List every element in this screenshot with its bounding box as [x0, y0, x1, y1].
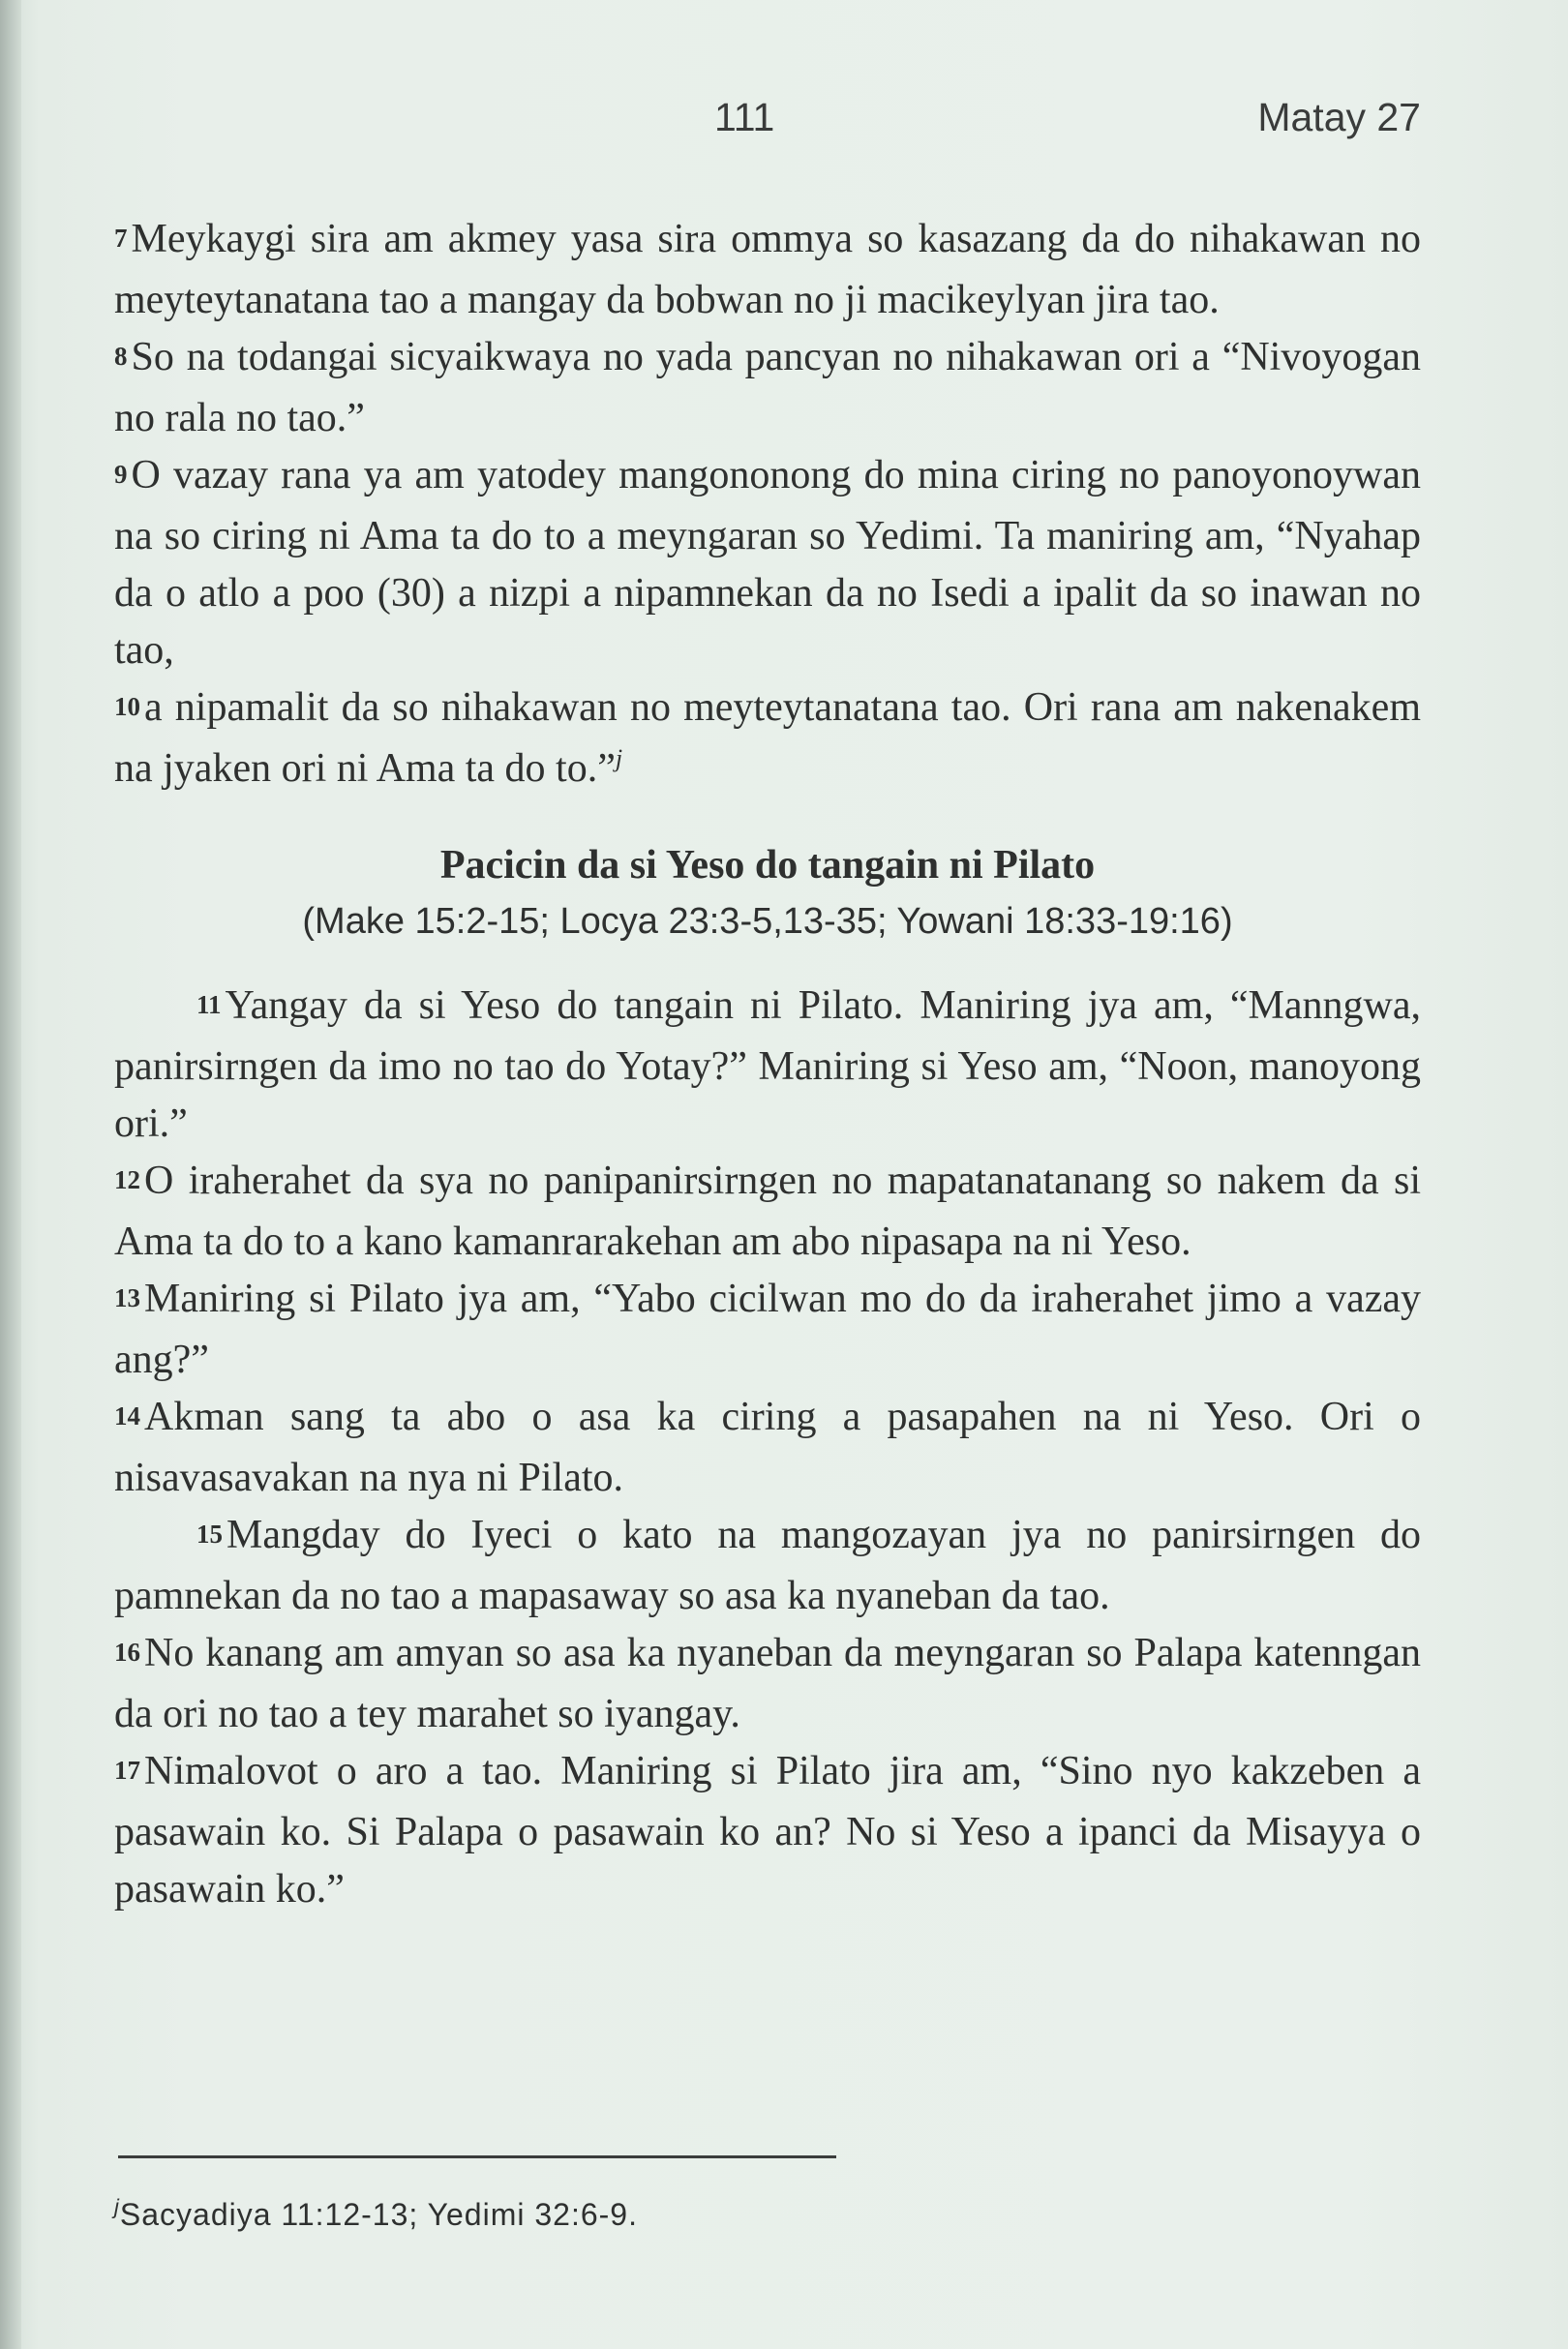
verse-number: 12 — [114, 1165, 140, 1194]
verse-text: O iraherahet da sya no panipanirsirngen no mapatanatanang so nakem da si Ama ta do to a kano kamanrarakehan am abo nipasapa na ni Yeso. — [114, 1159, 1421, 1264]
verse-15 — [114, 1507, 1421, 1625]
verse-number: 15 — [196, 1520, 223, 1549]
verse-8 — [114, 329, 1421, 447]
verse-9 — [114, 447, 1421, 679]
footnote-divider — [118, 2155, 836, 2158]
footnote-text: Sacyadiya 11:12-13; Yedimi 32:6-9. — [119, 2197, 638, 2232]
page-header — [114, 95, 1421, 153]
verse-number: 10 — [114, 692, 140, 721]
body-text — [114, 211, 1421, 1918]
section-heading: Pacicin da si Yeso do tangain ni Pilato — [439, 843, 1096, 888]
verse-text: So na todangai sicyaikwaya no yada pancyan no nihakawan ori a “Nivoyogan no rala no tao.” — [114, 335, 1421, 440]
verse-text: No kanang am amyan so asa ka nyaneban da meyngaran so Palapa katenngan da ori no tao a tey marahet so iyangay. — [114, 1631, 1421, 1736]
verse-10 — [114, 679, 1421, 798]
verse-14 — [114, 1389, 1421, 1507]
running-head: Matay 27 — [1257, 95, 1421, 139]
verse-number: 7 — [114, 224, 128, 253]
verse-text: Maniring si Pilato jya am, “Yabo cicilwan mo do da iraherahet jimo a vazay ang?” — [114, 1277, 1421, 1382]
verse-number: 14 — [114, 1401, 140, 1430]
verse-number: 9 — [114, 460, 128, 489]
verse-text: Nimalovot o aro a tao. Maniring si Pilato jira am, “Sino nyo kakzeben a pasawain ko. Si Palapa o pasawain ko an? No si Yeso a ipanci da Misayya o pasawain ko.” — [114, 1749, 1421, 1912]
verse-text: O vazay rana ya am yatodey mangononong do mina ciring no panoyonoywan na so ciring ni Ama ta do to a meyngaran so Yedimi. Ta maniring am, “Nyahap da o atlo a poo (30) a nizpi a nipamnekan da no Isedi a ipalit da so inawan no tao, — [114, 453, 1421, 673]
footnote — [114, 2195, 1421, 2234]
verse-text: Mangday do Iyeci o kato na mangozayan jya no panirsirngen do pamnekan da no tao a mapasaway so asa ka nyaneban da tao. — [114, 1513, 1421, 1618]
footnote-letter: j — [114, 2194, 120, 2219]
verse-text: Yangay da si Yeso do tangain ni Pilato. Maniring jya am, “Manngwa, panirsirngen da imo no tao do Yotay?” Maniring si Yeso am, “Noon, manoyong ori.” — [114, 983, 1421, 1146]
verse-text: Akman sang ta abo o asa ka ciring a pasapahen na ni Yeso. Ori o nisavasavakan na nya ni Pilato. — [114, 1395, 1421, 1500]
verse-12 — [114, 1153, 1421, 1271]
footnote-marker: j — [615, 744, 623, 772]
verse-number: 17 — [114, 1756, 140, 1785]
verse-13 — [114, 1271, 1421, 1389]
verse-7 — [114, 211, 1421, 329]
verse-number: 8 — [114, 342, 128, 371]
verse-number: 16 — [114, 1638, 140, 1667]
verse-number: 13 — [114, 1283, 140, 1312]
parallel-references: (Make 15:2-15; Locya 23:3-5,13-35; Yowani 18:33-19:16) — [302, 901, 1233, 942]
verse-16 — [114, 1625, 1421, 1743]
verse-text: Meykaygi sira am akmey yasa sira ommya so kasazang da do nihakawan no meyteytanatana tao a mangay da bobwan no ji macikeylyan jira tao. — [114, 217, 1421, 322]
verse-text: a nipamalit da so nihakawan no meyteytanatana tao. Ori rana am nakenakem na jyaken ori ni Ama ta do to.” — [114, 685, 1421, 791]
page-spine-shadow — [0, 0, 21, 2349]
verse-11 — [114, 978, 1421, 1153]
verse-number: 11 — [196, 990, 222, 1019]
page-number: 111 — [714, 95, 775, 139]
verse-17 — [114, 1743, 1421, 1918]
